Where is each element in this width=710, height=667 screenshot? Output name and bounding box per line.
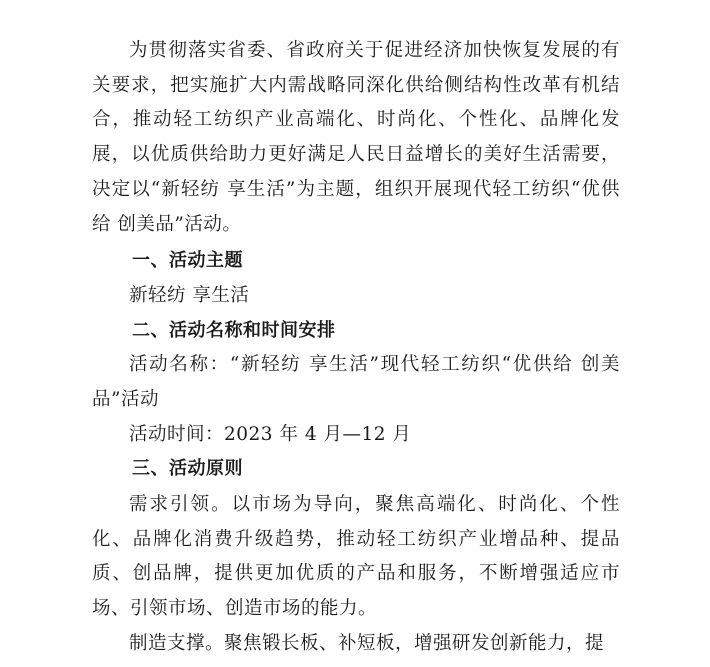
principle-manufacturing-body: 。聚焦锻长板、补短板，增强研发创新能力，提	[205, 633, 605, 654]
theme-text: 新轻纺 享生活	[129, 285, 250, 306]
section-heading-theme: 一、活动主题	[132, 250, 243, 271]
principle-manufacturing-lead: 制造支撑	[129, 633, 206, 654]
activity-time-line: 活动时间：2023 年 4 月—12 月	[129, 424, 412, 445]
principle-manufacturing-paragraph	[92, 627, 620, 662]
principle-demand-paragraph	[92, 488, 620, 627]
principle-demand-lead: 需求引领	[129, 494, 212, 515]
activity-name-line: 活动名称：“新轻纺 享生活”现代轻工纺织“优供给 创美品”活动	[92, 354, 620, 410]
section-heading-principles: 三、活动原则	[132, 458, 243, 479]
intro-paragraph: 为贯彻落实省委、省政府关于促进经济加快恢复发展的有关要求，把实施扩大内需战略同深化供给侧结构性改革有机结合，推动轻工纺织产业高端化、时尚化、个性化、品牌化发展，以优质供给助力更好满足人民日益增长的美好生活需要，决定以“新轻纺 享生活”为主题，组织开展现代轻工纺织“优供给 创美品”活动。	[92, 40, 620, 235]
section-heading-name-time: 二、活动名称和时间安排	[132, 320, 336, 341]
principle-demand-body: 。以市场为导向，聚焦高端化、时尚化、个性化、品牌化消费升级趋势，推动轻工纺织产业增品种、提品质、创品牌，提供更加优质的产品和服务，不断增强适应市场、引领市场、创造市场的能力。	[92, 494, 620, 620]
